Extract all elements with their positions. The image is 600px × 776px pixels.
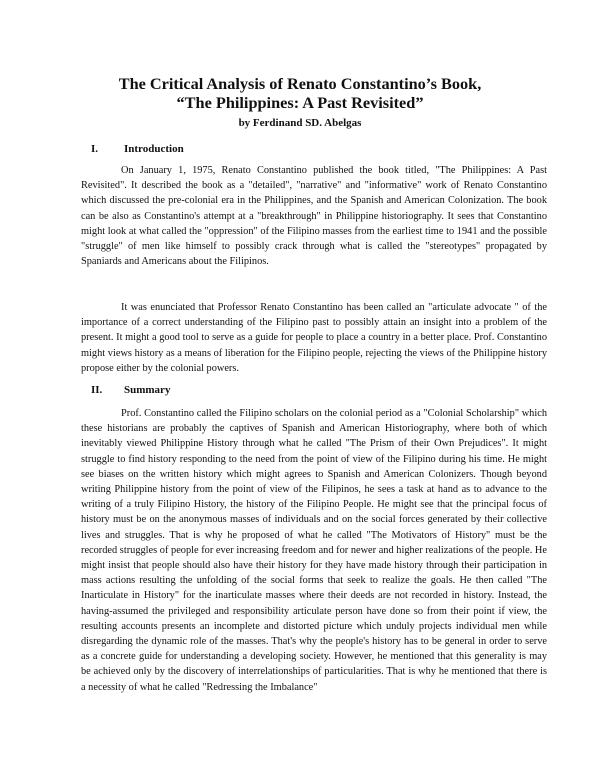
document-byline: by Ferdinand SD. Abelgas: [238, 117, 362, 129]
summary-paragraph-1: Prof. Constantino called the Filipino scholars on the colonial period as a "Colonial Scholarship" which these historians are probably the captives of Spanish and American Historiography, where both of which inevitably viewed Philippine History through what he called "The Prism of their Own Prejudices". It might struggle to find history responding to the need from the point of view of the Filipino during his time. He might see biases on the written history which might agrees to Spanish and American Colonizers. Though beyond writing Philippine history from the point of view of the Filipinos, he sees a task at hand as to advance to the writing of a truly Filipino History, the history of the Filipino People. He might see that the principal focus of history must be on the anonymous masses of individuals and on the social forces generated by their collective lives and struggles. That is why he proposed of what he called "The Motivators of History" must be the recorded struggles of people for ever increasing freedom and for newer and higher realizations of the people. He might insist that people should also have their history for they have made history through their participation in mass actions resulting the unfolding of the social forms that seek to realize the goals. He then called "The Inarticulate in History" for the inarticulate masses where their deeds are not recorded in history. Instead, the having-assumed the privileged and responsibility articulate person have done so from their point if view, the resulting accounts presents an incomplete and distorted picture which unduly projects individual men while disregarding the dynamic role of the masses. That's why the people's history has to be general in order to serve as a concrete guide for understanding a developing society. However, he mentioned that this generality is may be achieved only by the discovery of interrelationships of particularities. That is why he mentioned that there is a necessity of what he called "Redressing the Imbalance": [81, 408, 547, 693]
introduction-paragraph-2: It was enunciated that Professor Renato Constantino has been called an "articulate advocate " of the importance of a correct understanding of the Filipino past to possibly attain an insight into a problem of the present. It might a good tool to serve as a guide for people to place a country in a better place. Prof. Constantino might views history as a means of liberation for the Filipino people, rejecting the views of the Philippine history propose either by the colonial powers.: [81, 302, 547, 374]
section-heading-summary: [91, 383, 170, 397]
section-number: I.: [91, 143, 99, 155]
section-number: II.: [91, 384, 103, 396]
section-title: Introduction: [124, 143, 184, 155]
section-heading-introduction: [91, 142, 184, 156]
document-title-line2: “The Philippines: A Past Revisited”: [176, 93, 424, 112]
section-title: Summary: [124, 384, 171, 396]
document-title-line1: The Critical Analysis of Renato Constantino’s Book,: [118, 74, 482, 93]
introduction-paragraph-1: On January 1, 1975, Renato Constantino published the book titled, "The Philippines: A Past Revisited". It described the book as a "detailed", "narrative" and "informative" work of Renato Constantino which discussed the pre-colonial era in the Philippines, and the Spanish and American Colonization. The book can be also as Constantino's attempt at a "breakthrough" in Philippine historiography. It sees that Constantino might look at what called the "oppression" of the Filipino masses from the earliest time to 1941 and the possible "struggle" of men like himself to possibly crack through what is called the "stereotypes" propagated by Spaniards and Americans about the Filipinos.: [81, 165, 547, 268]
